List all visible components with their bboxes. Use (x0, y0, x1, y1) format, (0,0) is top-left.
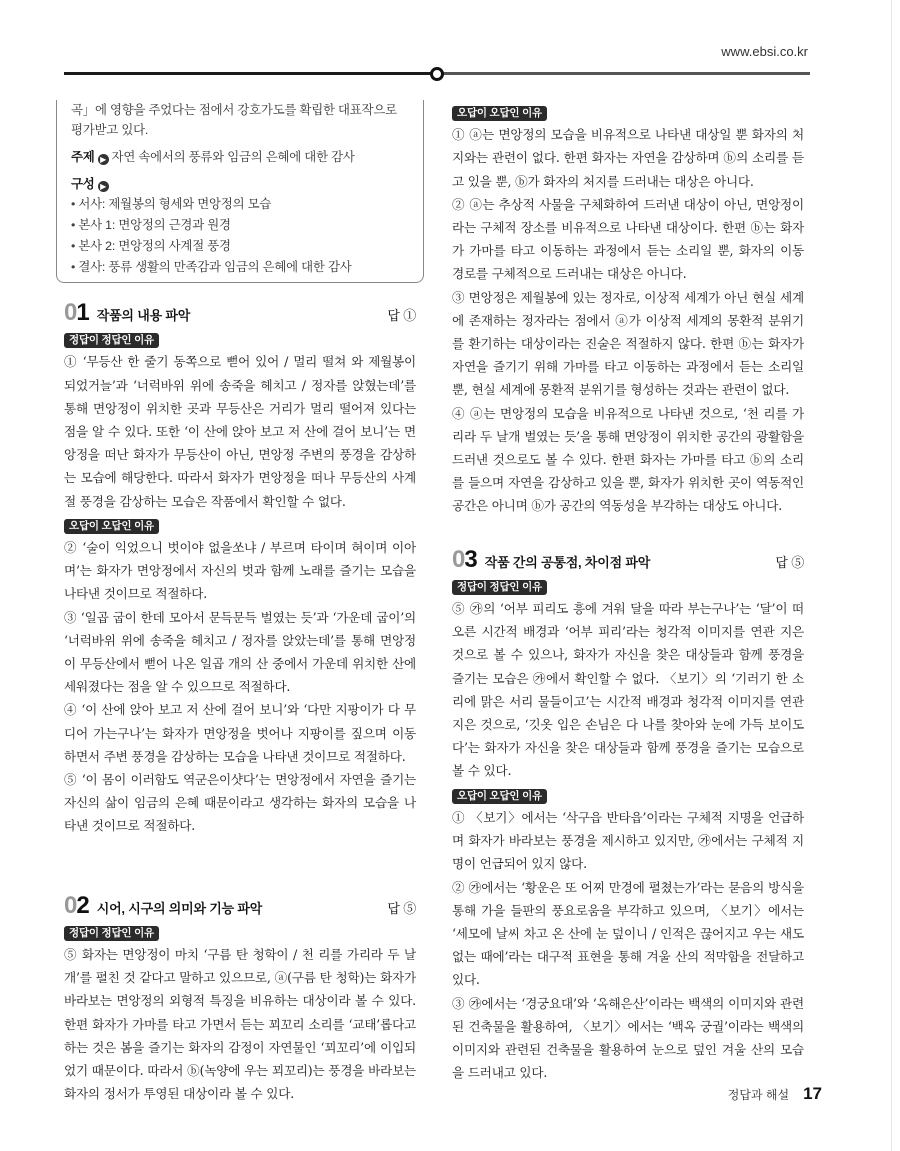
explanation-paragraph: ⑤ ‘이 몸이 이러함도 역군은이샷다’는 면앙정에서 자연을 즐기는 자신의 삶이 임금의 은혜 때문이라고 생각하는 화자의 모습을 나타낸 것이므로 적절하다. (64, 772, 416, 834)
page-edge (891, 0, 892, 1151)
site-url: www.ebsi.co.kr (721, 44, 808, 59)
question-number (452, 545, 477, 573)
header-rule (64, 72, 810, 76)
footer-label: 정답과 해설 (727, 1088, 790, 1102)
question-number (64, 891, 89, 919)
arrow-icon: ▶ (98, 154, 109, 165)
question-title: 작품의 내용 파악 (96, 308, 191, 323)
number-suffix: 3 (464, 545, 477, 573)
question-title: 작품 간의 공통점, 차이점 파악 (484, 554, 651, 570)
explanation-paragraph: ⑤ ㉮의 ‘어부 피리도 흥에 겨워 달을 따라 부는구나’는 ‘달’이 떠오른 시간적 배경과 ‘어부 피리’라는 청각적 이미지를 연관 지은 것으로 볼 수 있으나, 화자가 자신을 찾은 대상들과 함께 풍경을 즐기는 모습은 ㉮에서 확인할 수 없다. 〈보기〉의 ‘기러기 한 소리에 맑은 서리 물들이고’는 시간적 배경과 청각적 이미지를 연관 지은 것으로, ‘깃옷 입은 손님은 다 나를 찾아와 눈에 가득 보이도다’는 화자가 자신을 찾은 대상들과 함께 풍경을 즐기는 모습으로 볼 수 있다. (452, 601, 804, 779)
theme-text: 자연 속에서의 풍류와 임금의 은혜에 대한 감사 (111, 150, 355, 164)
explanation-paragraph: ① 〈보기〉에서는 ‘삭구읍 반타읍’이라는 구체적 지명을 언급하며 화자가 바라보는 풍경을 제시하고 있지만, ㉮에서는 구체적 지명이 언급되어 있지 않다. (452, 809, 804, 872)
explanation-paragraph: ④ ‘이 산에 앉아 보고 저 산에 걸어 보니’와 ‘다만 지팡이가 다 무디어 가는구나’는 화자가 면앙정을 벗어나 지팡이를 짚으며 이동하면서 주변 풍경을 감상하는 모습을 나타낸 것이므로 적절하다. (64, 702, 416, 764)
page-number: 17 (803, 1084, 822, 1103)
explanation-paragraph: ③ ㉮에서는 ‘경궁요대’와 ‘옥해은산’이라는 백색의 이미지와 관련된 건축물을 활용하여, 〈보기〉에서는 ‘백옥 궁궐’이라는 백색의 이미지와 관련된 건축물을 활용하여 눈으로 덮인 겨울 산의 모습을 드러내고 있다. (452, 995, 804, 1081)
left-column (64, 100, 416, 1106)
structure-item: • 서사: 제월봉의 형세와 면앙정의 모습 (71, 194, 409, 215)
summary-intro: 곡」에 영향을 주었다는 점에서 강호가도를 확립한 대표작으로 평가받고 있다. (71, 103, 397, 137)
explanation-paragraph: ③ 면앙정은 제월봉에 있는 정자로, 이상적 세계가 아닌 현실 세계에 존재하는 정자라는 점에서 ⓐ가 이상적 세계의 몽환적 분위기를 환기하는 대상이라는 진술은 적절하지 않다. 한편 ⓑ는 화자가 자연을 즐기기 위해 가마를 타고 이동하는 과정에서 듣는 소리일 뿐, 현실 세계에 몽환적 분위기를 형성하는 것과는 관련이 없다. (452, 289, 804, 398)
explanation-paragraph: ③ ‘일곱 굽이 한데 모아서 문득문득 벌였는 듯’과 ‘가운데 굽이’의 ‘너럭바위 위에 송죽을 헤치고 / 정자를 앉았는데’를 통해 면앙정이 무등산에서 뻗어 나온 일곱 개의 산 중에서 가운데 위치한 산에 세워졌다는 점을 알 수 있으므로 적절하다. (64, 609, 416, 695)
correct-reason-badge: 정답이 정답인 이유 (64, 926, 159, 941)
page-footer (728, 1084, 822, 1104)
number-suffix: 1 (76, 299, 89, 326)
question-title: 시어, 시구의 의미와 기능 파악 (96, 900, 263, 916)
structure-item: • 본사 1: 면앙정의 근경과 원경 (71, 215, 409, 236)
wrong-reason-badge: 오답이 오답인 이유 (452, 106, 547, 121)
correct-reason-badge: 정답이 정답인 이유 (64, 333, 159, 348)
number-prefix: 0 (452, 545, 465, 573)
explanation-paragraph: ② ⓐ는 추상적 사물을 구체화하여 드러낸 대상이 아닌, 면앙정이라는 구체적 장소를 비유적으로 나타낸 대상이다. 한편 ⓑ는 화자가 가마를 타고 이동하는 과정에서 듣는 소리일 뿐, 화자의 이동 경로를 구체적으로 드러내는 대상은 아니다. (452, 196, 804, 282)
structure-label: 구성 (71, 177, 95, 191)
wrong-reason-badge: 오답이 오답인 이유 (64, 519, 159, 534)
right-column (452, 100, 804, 1084)
wrong-reason-badge: 오답이 오답인 이유 (452, 789, 547, 804)
question-2-header (64, 891, 416, 920)
answer-label: 답 ⑤ (775, 554, 804, 570)
question-3-header (452, 545, 804, 574)
structure-list (71, 194, 409, 278)
theme-row (71, 147, 409, 167)
structure-item: • 결사: 풍류 생활의 만족감과 임금의 은혜에 대한 감사 (71, 257, 409, 278)
number-prefix: 0 (64, 891, 77, 919)
explanation-paragraph: ② ‘술이 익었으니 벗이야 없을쏘냐 / 부르며 타이며 혀이며 이아며’는 화자가 면앙정에서 자신의 벗과 함께 노래를 즐기는 모습을 나타낸 것이므로 적절하다. (64, 540, 416, 602)
answer-label: 답 ⑤ (387, 900, 416, 916)
rule-left (64, 72, 436, 75)
theme-label: 주제 (71, 150, 95, 164)
structure-item: • 본사 2: 면앙정의 사계절 풍경 (71, 236, 409, 257)
correct-reason-badge: 정답이 정답인 이유 (452, 580, 547, 595)
explanation-paragraph: ① ⓐ는 면앙정의 모습을 비유적으로 나타낸 대상일 뿐 화자의 처지와는 관련이 없다. 한편 화자는 자연을 감상하며 ⓑ의 소리를 듣고 있을 뿐, ⓑ가 화자의 처지를 드러내는 대상은 아니다. (452, 127, 804, 189)
answer-label: 답 ① (387, 308, 416, 323)
explanation-paragraph: ① ‘무등산 한 줄기 동쪽으로 뻗어 있어 / 멀리 떨쳐 와 제월봉이 되었거늘’과 ‘너럭바위 위에 송죽을 헤치고 / 정자를 앉혔는데’를 통해 면앙정이 위치한 곳과 무등산은 거리가 멀리 떨어져 있다는 점을 알 수 있다. 또한 ‘이 산에 앉아 보고 저 산에 걸어 보니’는 면앙정을 떠난 화자가 무등산이 아닌, 면앙정 주변의 풍경을 감상하는 모습에 해당한다. 따라서 화자가 면앙정을 떠나 무등산의 사계절 풍경을 감상하는 모습은 작품에서 확인할 수 없다. (64, 354, 416, 509)
number-prefix: 0 (64, 299, 77, 326)
explanation-paragraph: ⑤ 화자는 면앙정이 마치 ‘구름 탄 청학이 / 천 리를 가리라 두 날개’를 펼친 것 같다고 말하고 있으므로, ⓐ(구름 탄 청학)는 화자가 바라보는 면앙정의 외형적 특징을 비유하는 대상이라 볼 수 있다. 한편 화자가 가마를 타고 가면서 듣는 꾀꼬리 소리를 ‘교태’롭다고 하는 것은 봄을 즐기는 화자의 감정이 자연물인 ‘꾀꼬리’에 이입되었기 때문이다. 따라서 ⓑ(녹양에 우는 꾀꼬리)는 풍경을 바라보는 화자의 정서가 투영된 대상이라 볼 수 있다. (64, 947, 416, 1102)
work-summary-box (56, 100, 424, 283)
number-suffix: 2 (76, 891, 89, 919)
explanation-paragraph: ④ ⓐ는 면앙정의 모습을 비유적으로 나타낸 것으로, ‘천 리를 가리라 두 날개 벌였는 듯’을 통해 면앙정이 위치한 공간의 광활함을 드러낸 것으로도 볼 수 있다. 한편 화자는 가마를 타고 ⓑ의 소리를 들으며 자연을 감상하고 있을 뿐, 화자가 위치한 곳이 역동적인 공간은 아니며 ⓑ가 공간의 역동성을 부각하는 대상도 아니다. (452, 405, 804, 514)
question-1-header (64, 301, 416, 327)
rule-dot-icon (430, 67, 444, 81)
arrow-icon: ▶ (98, 181, 109, 192)
structure-row (71, 174, 409, 194)
rule-right (436, 72, 810, 75)
question-number (64, 301, 89, 324)
explanation-paragraph: ② ㉮에서는 ‘황운은 또 어찌 만경에 펼쳤는가’라는 묻음의 방식을 통해 가을 들판의 풍요로움을 부각하고 있으며, 〈보기〉에서는 ‘세모에 날씨 차고 온 산에 눈 덮이니 / 인적은 끊어지고 우는 새도 없는 때에’라는 대구적 표현을 통해 겨울 산의 적막함을 전달하고 있다. (452, 879, 804, 988)
